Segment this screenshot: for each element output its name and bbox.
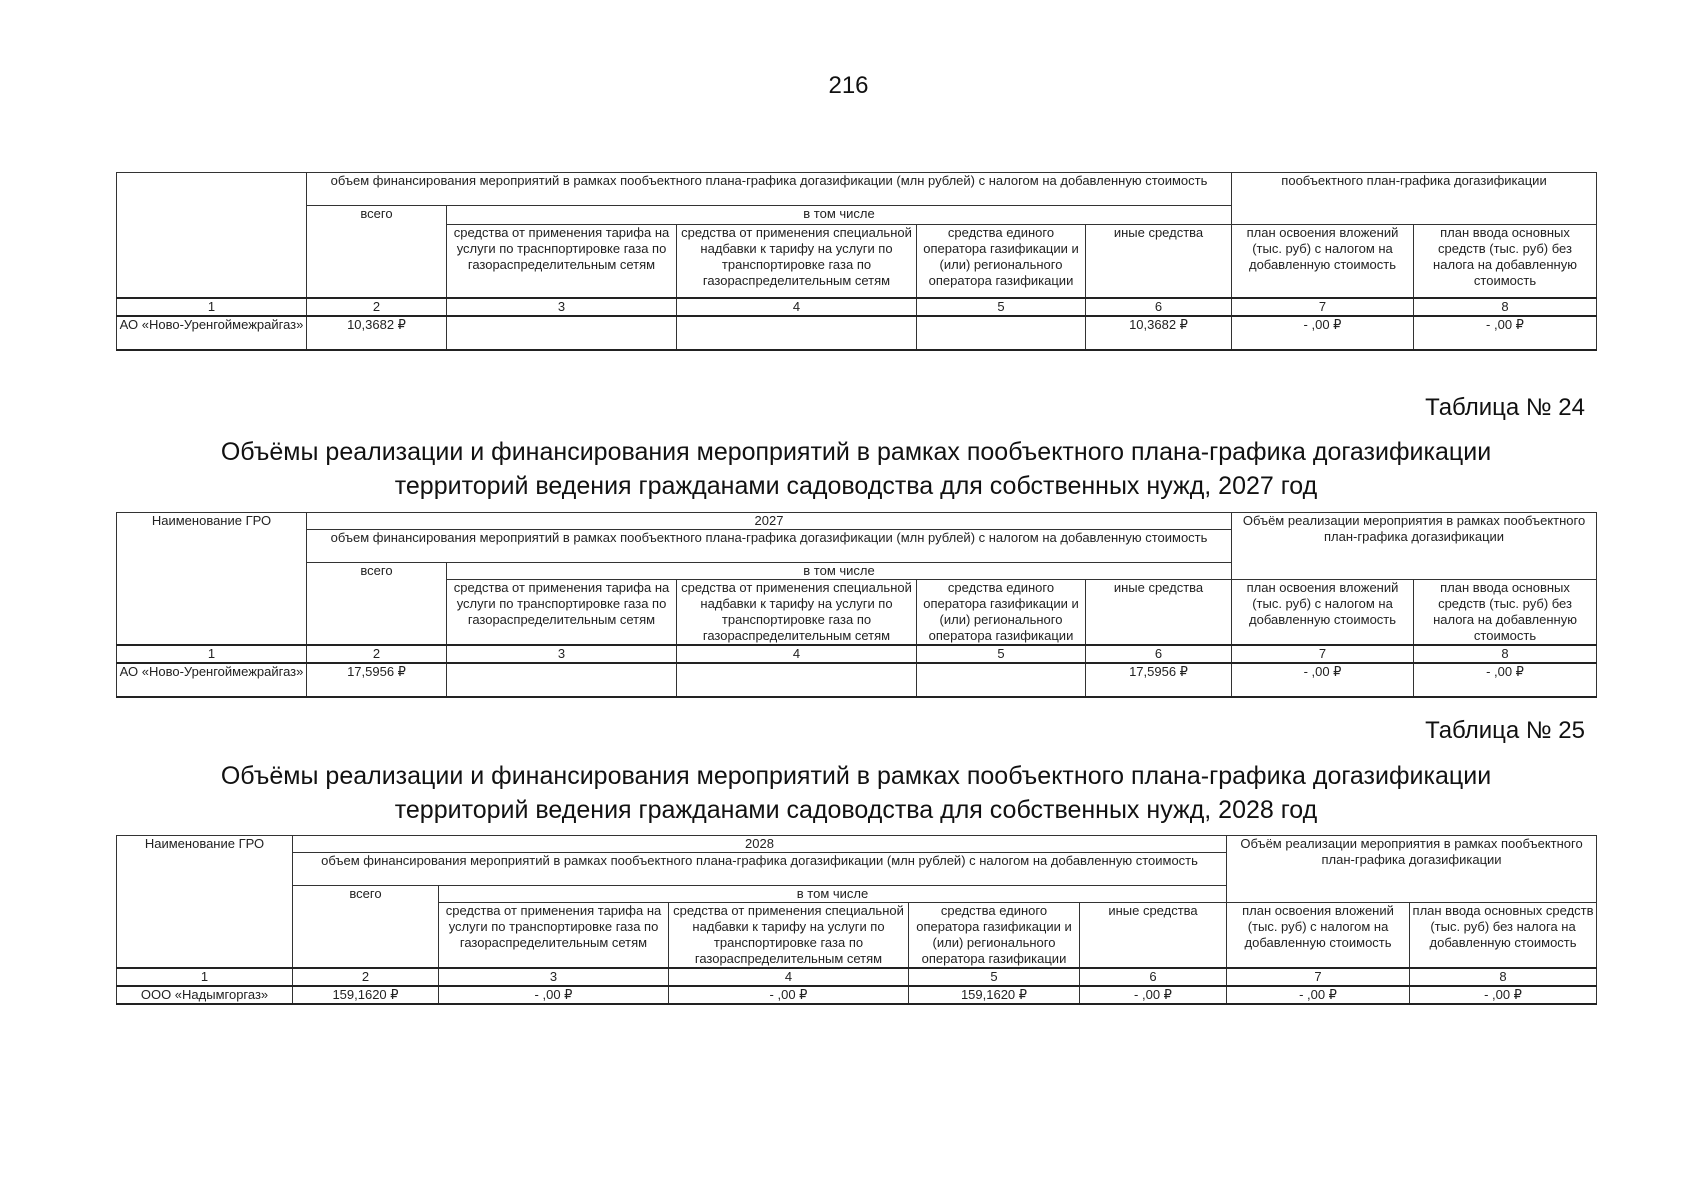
table-24 bbox=[116, 512, 1597, 698]
funding-header: объем финансирования мероприятий в рамках пообъектного плана-графика догазификации (млн рублей) с налогом на добавленную стоимость bbox=[293, 853, 1227, 886]
col-number: 3 bbox=[447, 645, 677, 663]
col-number: 1 bbox=[117, 298, 307, 316]
total-header: всего bbox=[293, 886, 439, 969]
col-number: 1 bbox=[117, 645, 307, 663]
including-header: в том числе bbox=[447, 563, 1232, 580]
row-plan-assets: - ,00 ₽ bbox=[1414, 316, 1597, 350]
col-number: 8 bbox=[1414, 645, 1597, 663]
col-number: 2 bbox=[307, 645, 447, 663]
row-plan-invest: - ,00 ₽ bbox=[1232, 316, 1414, 350]
col-number: 6 bbox=[1086, 645, 1232, 663]
including-header: в том числе bbox=[439, 886, 1227, 903]
col-number: 4 bbox=[677, 298, 917, 316]
plan-invest-header: план освоения вложений (тыс. руб) с налогом на добавленную стоимость bbox=[1232, 225, 1414, 299]
name-header-cell bbox=[117, 173, 307, 299]
row-operator bbox=[917, 316, 1086, 350]
row-special bbox=[677, 316, 917, 350]
table-25 bbox=[116, 835, 1597, 1005]
including-header: в том числе bbox=[447, 206, 1232, 225]
plan-invest-header: план освоения вложений (тыс. руб) с налогом на добавленную стоимость bbox=[1232, 580, 1414, 646]
plan-header: Объём реализации мероприятия в рамках пообъектного план-графика догазификации bbox=[1232, 513, 1597, 580]
row-plan-assets: - ,00 ₽ bbox=[1414, 663, 1597, 697]
row-operator bbox=[917, 663, 1086, 697]
tariff-header: средства от применения тарифа на услуги по транспортировке газа по газораспределительным сетям bbox=[439, 903, 669, 969]
col-number: 3 bbox=[447, 298, 677, 316]
name-header: Наименование ГРО bbox=[117, 836, 293, 969]
row-tariff: - ,00 ₽ bbox=[439, 986, 669, 1004]
table-24-title bbox=[116, 435, 1596, 503]
row-name: АО «Ново-Уренгоймежрайгаз» bbox=[117, 316, 307, 350]
table-25-caption: Таблица № 25 bbox=[1425, 717, 1585, 744]
row-special bbox=[677, 663, 917, 697]
other-header: иные средства bbox=[1086, 580, 1232, 646]
table-continued bbox=[116, 172, 1597, 351]
operator-header: средства единого оператора газификации и (или) регионального оператора газификации bbox=[917, 225, 1086, 299]
plan-header: Объём реализации мероприятия в рамках пообъектного план-графика догазификации bbox=[1227, 836, 1597, 903]
operator-header: средства единого оператора газификации и (или) регионального оператора газификации bbox=[909, 903, 1080, 969]
row-plan-invest: - ,00 ₽ bbox=[1227, 986, 1410, 1004]
table-row bbox=[117, 316, 1597, 350]
tariff-header: средства от применения тарифа на услуги по траснпортировке газа по газораспределительным сетям bbox=[447, 225, 677, 299]
col-number: 4 bbox=[669, 968, 909, 986]
row-other: 10,3682 ₽ bbox=[1086, 316, 1232, 350]
col-number: 7 bbox=[1232, 645, 1414, 663]
col-number: 2 bbox=[293, 968, 439, 986]
name-header: Наименование ГРО bbox=[117, 513, 307, 646]
table-24-caption: Таблица № 24 bbox=[1425, 394, 1585, 421]
row-total: 17,5956 ₽ bbox=[307, 663, 447, 697]
special-header: средства от применения специальной надбавки к тарифу на услуги по транспортировке газа по газораспределительным сетям bbox=[677, 225, 917, 299]
row-name: ООО «Надымгоргаз» bbox=[117, 986, 293, 1004]
other-header: иные средства bbox=[1086, 225, 1232, 299]
col-number: 5 bbox=[909, 968, 1080, 986]
table-25-title-line2: территорий ведения гражданами садоводства для собственных нужд, 2028 год bbox=[394, 796, 1318, 824]
table-24-title-line2: территорий ведения гражданами садоводства для собственных нужд, 2027 год bbox=[394, 472, 1318, 500]
plan-header: пообъектного план-графика догазификации bbox=[1232, 173, 1597, 225]
table-24-title-line1: Объёмы реализации и финансирования мероприятий в рамках пообъектного плана-графика догазификации bbox=[220, 438, 1492, 466]
year-header: 2028 bbox=[293, 836, 1227, 853]
plan-invest-header: план освоения вложений (тыс. руб) с налогом на добавленную стоимость bbox=[1227, 903, 1410, 969]
col-number: 3 bbox=[439, 968, 669, 986]
row-total: 159,1620 ₽ bbox=[293, 986, 439, 1004]
total-header: всего bbox=[307, 206, 447, 299]
col-number: 5 bbox=[917, 645, 1086, 663]
row-other: 17,5956 ₽ bbox=[1086, 663, 1232, 697]
special-header: средства от применения специальной надбавки к тарифу на услуги по транспортировке газа по газораспределительным сетям bbox=[669, 903, 909, 969]
table-25-title-line1: Объёмы реализации и финансирования мероприятий в рамках пообъектного плана-графика догазификации bbox=[220, 762, 1492, 790]
row-other: - ,00 ₽ bbox=[1080, 986, 1227, 1004]
col-number: 8 bbox=[1414, 298, 1597, 316]
col-number: 6 bbox=[1080, 968, 1227, 986]
total-header: всего bbox=[307, 563, 447, 646]
tariff-header: средства от применения тарифа на услуги по транспортировке газа по газораспределительным сетям bbox=[447, 580, 677, 646]
col-number: 6 bbox=[1086, 298, 1232, 316]
col-number: 1 bbox=[117, 968, 293, 986]
row-total: 10,3682 ₽ bbox=[307, 316, 447, 350]
page-number: 216 bbox=[828, 72, 869, 99]
col-number: 8 bbox=[1410, 968, 1597, 986]
plan-assets-header: план ввода основных средств (тыс. руб) без налога на добавленную стоимость bbox=[1410, 903, 1597, 969]
plan-assets-header: план ввода основных средств (тыс. руб) без налога на добавленную стоимость bbox=[1414, 580, 1597, 646]
funding-header: объем финансирования мероприятий в рамках пообъектного плана-графика догазификации (млн рублей) с налогом на добавленную стоимость bbox=[307, 530, 1232, 563]
plan-assets-header: план ввода основных средств (тыс. руб) без налога на добавленную стоимость bbox=[1414, 225, 1597, 299]
row-plan-invest: - ,00 ₽ bbox=[1232, 663, 1414, 697]
col-number: 2 bbox=[307, 298, 447, 316]
col-number: 7 bbox=[1232, 298, 1414, 316]
row-name: АО «Ново-Уренгоймежрайгаз» bbox=[117, 663, 307, 697]
col-number: 4 bbox=[677, 645, 917, 663]
operator-header: средства единого оператора газификации и (или) регионального оператора газификации bbox=[917, 580, 1086, 646]
row-plan-assets: - ,00 ₽ bbox=[1410, 986, 1597, 1004]
special-header: средства от применения специальной надбавки к тарифу на услуги по транспортировке газа по газораспределительным сетям bbox=[677, 580, 917, 646]
funding-header: объем финансирования мероприятий в рамках пообъектного плана-графика догазификации (млн рублей) с налогом на добавленную стоимость bbox=[307, 173, 1232, 206]
table-25-title bbox=[116, 759, 1596, 827]
row-tariff bbox=[447, 663, 677, 697]
row-tariff bbox=[447, 316, 677, 350]
year-header: 2027 bbox=[307, 513, 1232, 530]
table-row bbox=[117, 986, 1597, 1004]
row-special: - ,00 ₽ bbox=[669, 986, 909, 1004]
table-row bbox=[117, 663, 1597, 697]
other-header: иные средства bbox=[1080, 903, 1227, 969]
row-operator: 159,1620 ₽ bbox=[909, 986, 1080, 1004]
col-number: 7 bbox=[1227, 968, 1410, 986]
col-number: 5 bbox=[917, 298, 1086, 316]
